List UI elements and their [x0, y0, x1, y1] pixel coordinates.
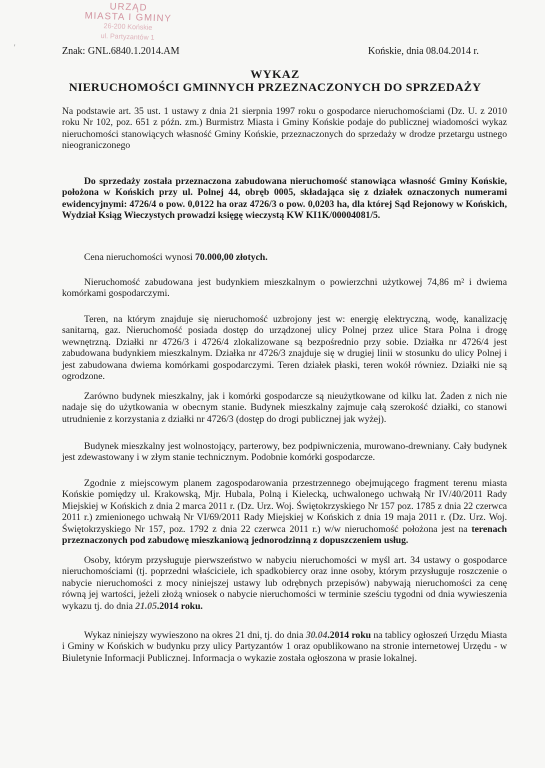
condition-paragraph: Budynek mieszkalny jest wolnostojący, parterowy, bez podpiwniczenia, murowano-drewniany. Cały budynek jest zdewastowany i w złym stanie technicznym. Podobnie komórki gospodarcze. — [62, 441, 507, 464]
sale-paragraph: Do sprzedaży została przeznaczona zabudowana nieruchomość stanowiąca własność Gminy Końskie, położona w Końskich przy ul. Polnej 44, obręb 0005, składająca się z działek oznaczonych numerami ewidencyjnymi: 4726/4 o pow. 0,0122 ha oraz 4726/3 o pow. 0,0203 ha, dla której Sąd Rejonowy w Końskich, Wydział Ksiąg Wieczystych prowadzi księgę wieczystą KW KI1K/00004081/5. — [62, 176, 507, 222]
zoning-designation: terenach przeznaczonych pod zabudowę mieszkaniową jednorodzinną z dopuszczeniem usług. — [62, 523, 507, 547]
priority-paragraph — [62, 555, 507, 612]
office-stamp — [71, 1, 184, 49]
reference-number: Znak: GNL.6840.1.2014.AM — [62, 46, 180, 57]
display-details: na tablicy ogłoszeń Urzędu Miasta i Gminy w Końskich w budynku przy ulicy Partyzantów 1 oraz opublikowano na stronie internetowej Urzędu - w Biuletynie Informacji Publicznej. Informacja o wykazie została ogłoszona w prasie lokalnej. — [62, 630, 507, 664]
stamp-line-1: URZĄD — [109, 1, 148, 14]
document-title: WYKAZ — [250, 67, 300, 81]
priority-deadline-handwritten: 21.05 — [135, 600, 157, 612]
margin-mark: ' — [14, 43, 16, 52]
building-paragraph: Nieruchomość zabudowana jest budynkiem mieszkalnym o powierzchni użytkowej 74,86 m² i dwiema komórkami gospodarczymi. — [62, 277, 507, 300]
zoning-paragraph — [62, 478, 507, 546]
price-text: Cena nieruchomości wynosi — [84, 252, 196, 263]
usage-paragraph: Zarówno budynek mieszkalny, jak i komórki gospodarcze są nieużytkowane od kilku lat. Żaden z nich nie nadaje się do użytkowania w obecnym stanie. Budynek mieszkalny zajmuje całą szerokość działki, co stanowi utrudnienie z korzystania z działki nr 4726/3 (dostęp do drogi publicznej jak wyżej). — [62, 391, 507, 425]
stamp-line-4: ul. Partyzantów 1 — [100, 33, 155, 42]
zoning-text: Zgodnie z miejscowym planem zagospodarowania przestrzennego obejmującego fragment terenu miasta Końskie pomiędzy ul. Krakowską, Mjr. Hubala, Polną i Kielecką, uchwalonego uchwałą Nr IV/40/2011 Rady Miejskiej w Końskich z dnia 2 marca 2011 r. (Dz. Urz. Woj. Świętokrzyskiego Nr 157 poz. 1785 z dnia 22 czerwca 2011 r.) zmienionego uchwałą Nr VI/69/2011 Rady Miejskiej w Końskich z dnia 19 maja 2011 r. (Dz. Urz. Woj. Świętokrzyskiego Nr 157, poz. 1792 z dnia 22 czerwca 2011 r.) w/w nieruchomość położona jest na — [62, 478, 507, 535]
price-paragraph — [62, 252, 507, 263]
terrain-paragraph: Teren, na którym znajduje się nieruchomość uzbrojony jest w: energię elektryczną, wodę, kanalizację sanitarną, gaz. Nieruchomość posiada dostęp do urządzonej ulicy Polnej przez ulice Stara Polna i drogę wewnętrzną. Działki nr 4726/3 i 4726/4 zlokalizowane są bezpośrednio przy sobie. Działka nr 4726/4 jest zabudowana budynkiem mieszkalnym. Działka nr 4726/3 znajduje się w drugiej linii w stosunku do ulicy Polnej i jest zabudowana dwiema komórkami gospodarczymi. Teren działek płaski, teren wokół równiez. Działki nie są ogrodzone. — [62, 314, 507, 383]
document-date: Końskie, dnia 08.04.2014 r. — [368, 46, 479, 57]
display-deadline-handwritten: 30.04 — [305, 630, 328, 641]
document-subtitle: NIERUCHOMOŚCI GMINNYCH PRZEZNACZONYCH DO SPRZEDAŻY — [68, 80, 482, 94]
priority-deadline-year: .2014 roku. — [156, 600, 203, 612]
stamp-line-2: MIASTA I GMINY — [84, 10, 173, 25]
display-deadline-year: .2014 roku — [327, 630, 372, 641]
stamp-line-3: 26-200 Końskie — [103, 23, 153, 32]
price-value: 70.000,00 złotych. — [195, 252, 268, 263]
display-text: Wykaz niniejszy wywieszono na okres 21 dni, tj. do dnia — [84, 630, 306, 641]
intro-paragraph: Na podstawie art. 35 ust. 1 ustawy z dnia 21 sierpnia 1997 roku o gospodarce nieruchomościami (Dz. U. z 2010 roku Nr 102, poz. 651 z późn. zm.) Burmistrz Miasta i Gminy Końskie podaje do publicznej wiadomości wykaz nieruchomości stanowiących własność Gminy Końskie, przeznaczonych do sprzedaży w drodze przetargu ustnego nieograniczonego — [62, 106, 507, 152]
priority-text: Osoby, którym przysługuje pierwszeństwo w nabyciu nieruchomości w myśl art. 34 ustawy o gospodarce nieruchomościami (tj. poprzedni właściciele, ich spadkobiercy oraz inne osoby, którym przysługuje roszczenie o nabycie nieruchomości z mocy niniejszej ustawy lub odrębnych przepisów) nabywają nieruchomości za cenę równą jej wartości, jeżeli złożą wniosek o nabycie nieruchomości w terminie sześciu tygodni od dnia wywieszenia wykazu tj. do dnia — [62, 555, 507, 612]
display-paragraph — [62, 630, 507, 664]
